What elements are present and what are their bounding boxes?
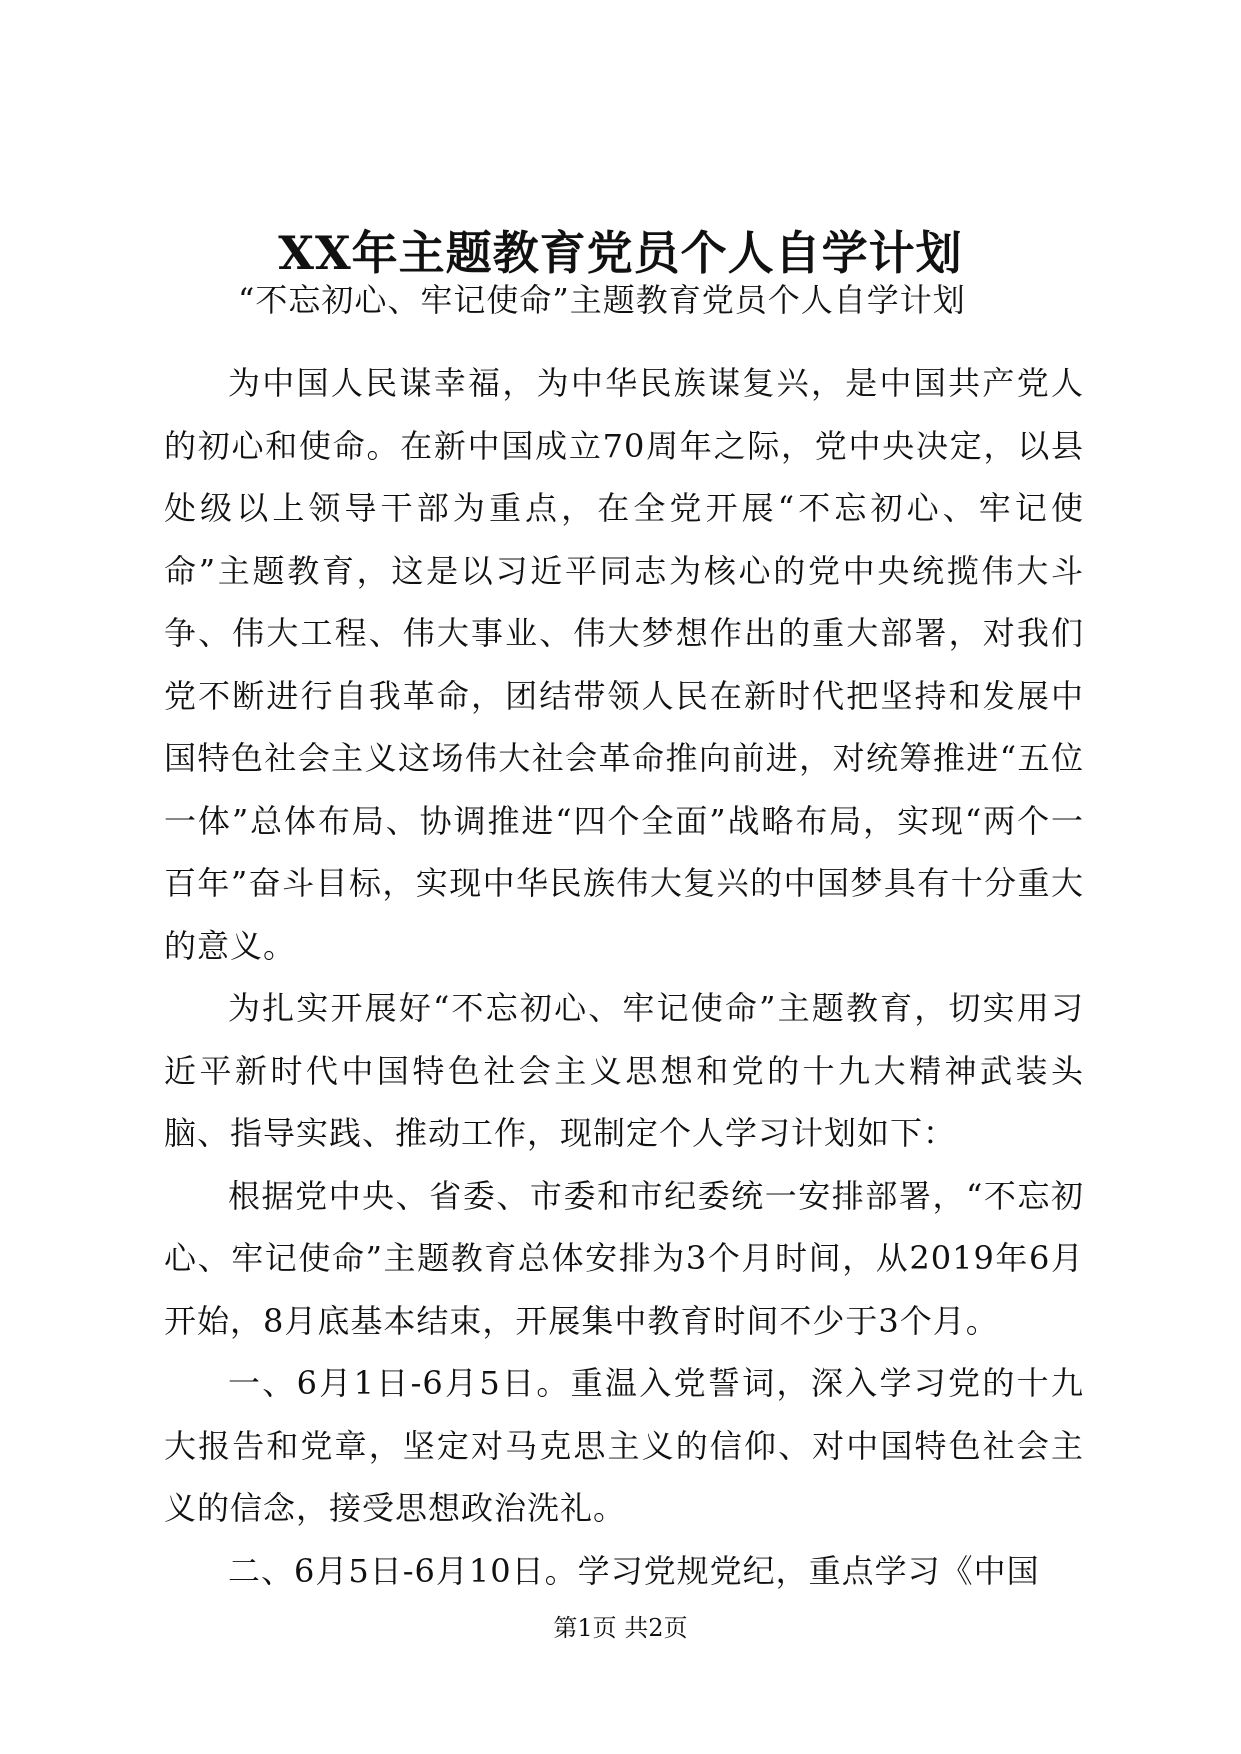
paragraph-purpose: 为扎实开展好“不忘初心、牢记使命”主题教育，切实用习近平新时代中国特色社会主义思想和党的十九大精神武装头脑、指导实践、推动工作，现制定个人学习计划如下： bbox=[164, 989, 1084, 1152]
document-subtitle: “不忘初心、牢记使命”主题教育党员个人自学计划 bbox=[238, 281, 966, 319]
paragraph-intro: 为中国人民谋幸福，为中华民族谋复兴，是中国共产党人的初心和使命。在新中国成立70周年之际，党中央决定，以县处级以上领导干部为重点，在全党开展“不忘初心、牢记使命”主题教育，这是以习近平同志为核心的党中央统揽伟大斗争、伟大工程、伟大事业、伟大梦想作出的重大部署，对我们党不断进行自我革命，团结带领人民在新时代把坚持和发展中国特色社会主义这场伟大社会革命推向前进，对统筹推进“五位一体”总体布局、协调推进“四个全面”战略布局，实现“两个一百年”奋斗目标，实现中华民族伟大复兴的中国梦具有十分重大的意义。 bbox=[164, 364, 1084, 965]
paragraph-step-one: 一、6月1日-6月5日。重温入党誓词，深入学习党的十九大报告和党章，坚定对马克思主义的信仰、对中国特色社会主义的信念，接受思想政治洗礼。 bbox=[164, 1364, 1084, 1527]
paragraph-schedule: 根据党中央、省委、市委和市纪委统一安排部署，“不忘初心、牢记使命”主题教育总体安排为3个月时间，从2019年6月开始，8月底基本结束，开展集中教育时间不少于3个月。 bbox=[164, 1176, 1084, 1340]
page-footer: 第1页 共2页 bbox=[553, 1614, 688, 1642]
document-title: XX年主题教育党员个人自学计划 bbox=[278, 226, 963, 280]
paragraph-step-two: 二、6月5日-6月10日。学习党规党纪，重点学习《中国 bbox=[228, 1551, 1040, 1590]
document-body bbox=[164, 352, 1084, 1602]
